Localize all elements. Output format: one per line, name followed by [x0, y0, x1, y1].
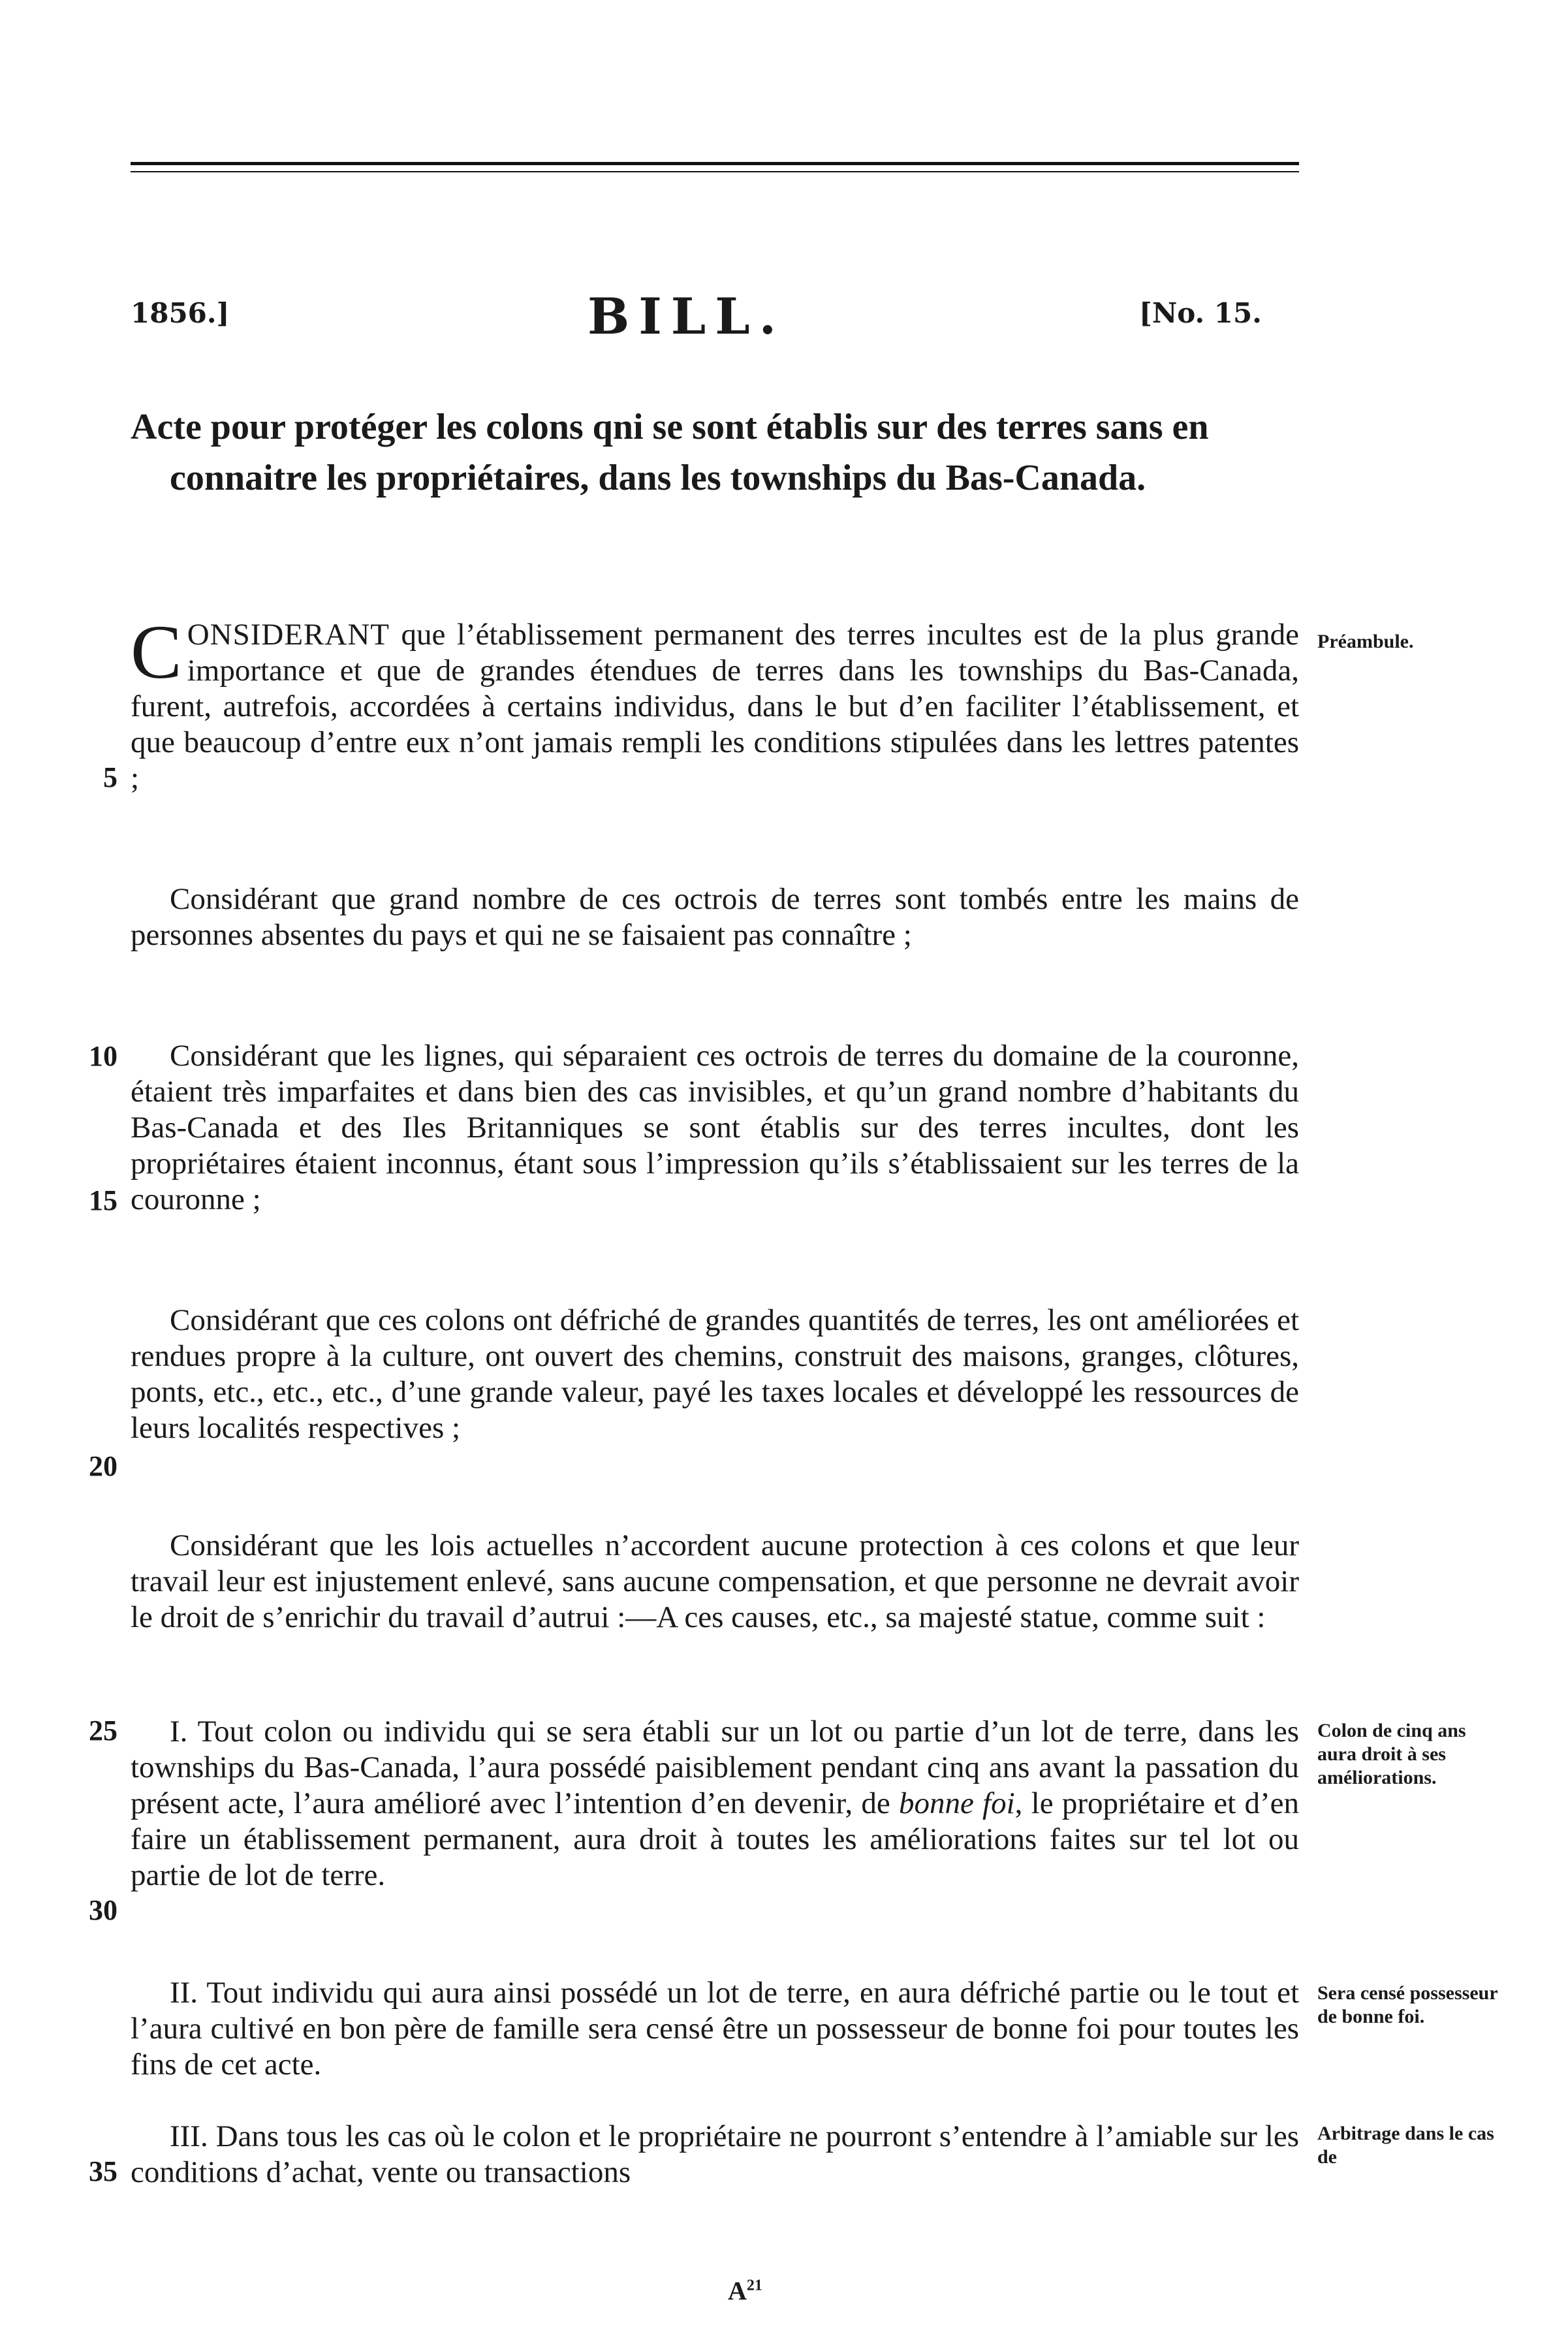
- line-number-20: 20: [89, 1450, 118, 1482]
- drop-cap: C: [131, 609, 182, 695]
- line-number-15: 15: [89, 1184, 118, 1216]
- signature-number: 21: [746, 2277, 762, 2294]
- margin-note-arbitration: Arbitrage dans le cas de: [1317, 2123, 1494, 2168]
- section-1-text-a: I. Tout colon ou individu qui se sera établi sur un lot ou partie d’un lot de terre, dans les townships du Bas-Canada, l’aura possédé paisiblement pendant cinq ans avant la passation du présent acte, l’aura amélioré avec l’intention d’en devenir, de: [131, 1715, 1299, 1820]
- whereas-paragraph-4: Considérant que ces colons ont défriché de grandes quantités de terres, les ont améliorées et rendues propre à la culture, ont ouvert des chemins, construit des maisons, granges, clôtures, ponts, etc., etc., etc., d’une grande valeur, payé les taxes locales et développé les ressources de leurs localités respectives ;: [131, 1303, 1299, 1445]
- header-year: 1856.]: [131, 297, 230, 329]
- margin-note-settler: Colon de cinq ans aura droit à ses améliorations.: [1317, 1720, 1466, 1788]
- whereas-paragraph-5: Considérant que les lois actuelles n’accordent aucune protection à ces colons et que leur travail leur est injustement enlevé, sans aucune compensation, et que personne ne devrait avoir le droit de s’enrichir du travail d’autrui :—A ces causes, etc., sa majesté statue, comme suit :: [131, 1528, 1299, 1634]
- margin-note-preamble: Préambule.: [1317, 631, 1414, 652]
- line-number-35: 35: [89, 2155, 118, 2187]
- top-double-rule: [131, 162, 1299, 165]
- top-double-rule-thin: [131, 171, 1299, 172]
- whereas-paragraph-3: Considérant que les lignes, qui séparaient ces octrois de terres du domaine de la couronne, étaient très imparfaites et dans bien des cas invisibles, et qu’un grand nombre d’habitants du Bas-Canada et des Iles Britanniques se sont établis sur des terres incultes, dont les propriétaires étaient inconnus, étant sous l’impression qu’ils s’établissaient sur les terres de la couronne ;: [131, 1039, 1299, 1216]
- line-number-5: 5: [103, 761, 118, 793]
- act-title: Acte pour protéger les colons qni se sont établis sur des terres sans en connaitre les propriétaires, dans les townships du Bas-Canada.: [131, 407, 1209, 498]
- whereas-paragraph-2: Considérant que grand nombre de ces octrois de terres sont tombés entre les mains de personnes absentes du pays et qui ne se faisaient pas connaître ;: [131, 882, 1299, 952]
- section-3: III. Dans tous les cas où le colon et le propriétaire ne pourront s’entendre à l’amiable sur les conditions d’achat, vente ou transactions: [131, 2119, 1299, 2189]
- section-1-italic: bonne foi: [898, 1786, 1015, 1820]
- preamble-paragraph: [131, 609, 1299, 797]
- line-number-25: 25: [89, 1715, 118, 1747]
- preamble-opening-word: ONSIDERANT: [187, 618, 390, 652]
- header-title: BILL.: [588, 287, 786, 345]
- section-1: [131, 1714, 1299, 1893]
- preamble-text: que l’établissement permanent des terres incultes est de la plus grande importance et que de grandes étendues de terres dans les townships du Bas-Canada, furent, autrefois, accordées à certains individus, dans le but d’en faciliter l’établissement, et que beaucoup d’entre eux n’ont jamais rempli les conditions stipulées dans les lettres patentes ;: [131, 618, 1299, 795]
- section-1-text-b: , le propriétaire et d’en faire un établissement permanent, aura droit à toutes les améliorations faites sur tel lot ou partie de lot de terre.: [131, 1786, 1299, 1892]
- line-number-10: 10: [89, 1040, 118, 1072]
- signature-letter: A: [728, 2276, 747, 2305]
- line-number-30: 30: [89, 1894, 118, 1926]
- header-bill-number: [No. 15.: [1139, 297, 1262, 329]
- section-2: II. Tout individu qui aura ainsi possédé un lot de terre, en aura défriché partie ou le tout et l’aura cultivé en bon père de famille sera censé être un possesseur de bonne foi pour toutes les fins de cet acte.: [131, 1976, 1299, 2082]
- signature-mark: [728, 2275, 762, 2306]
- margin-note-possessor: Sera censé possesseur de bonne foi.: [1317, 1982, 1498, 2027]
